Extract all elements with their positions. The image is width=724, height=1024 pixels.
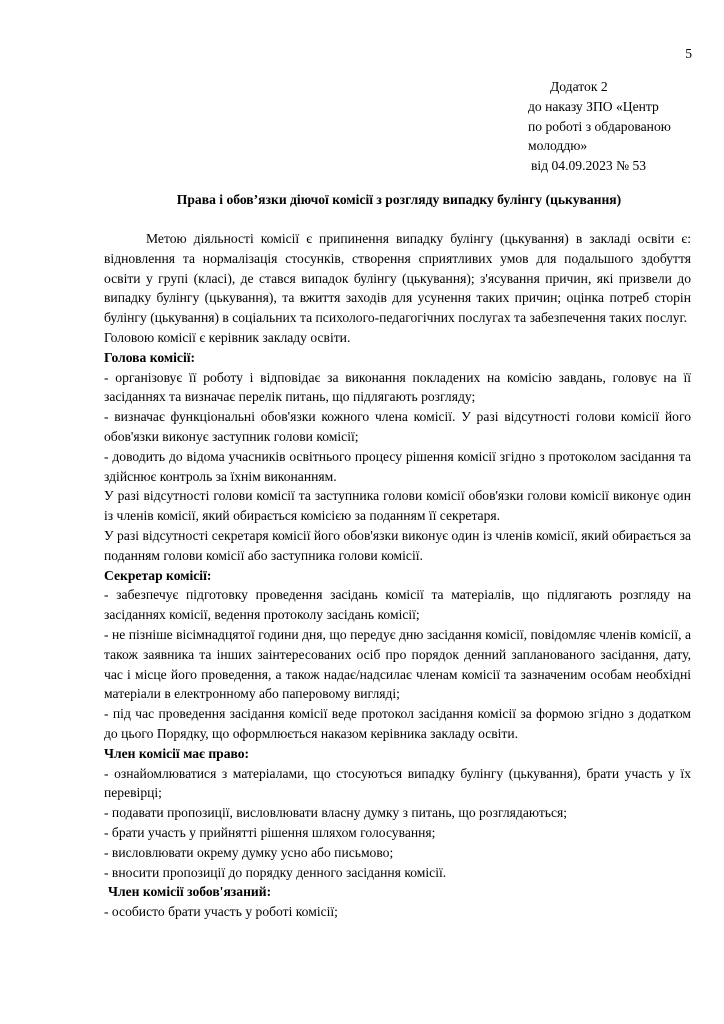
section-heading-head: Голова комісії: — [104, 349, 196, 365]
section-heading-member-rights: Член комісії має право: — [104, 745, 250, 761]
list-item: - під час проведення засідання комісії веде протокол засідання комісії за формою згідно з додатком до цього Порядку, що оформлюється наказом керівника закладу освіти. — [104, 706, 691, 741]
annex-block — [528, 77, 718, 176]
list-item: - подавати пропозиції, висловлювати власну думку з питань, що розглядаються; — [104, 805, 568, 821]
annex-line: до наказу ЗПО «Центр — [528, 98, 659, 114]
list-item: - доводить до відома учасників освітнього процесу рішення комісії згідно з протоколом засідання та здійснює контроль за їхнім виконанням. — [104, 448, 691, 484]
document-title: Права і обов’язки діючої комісії з розгляду випадку булінгу (цькування) — [176, 192, 622, 207]
list-item: - висловлювати окрему думку усно або письмово; — [104, 844, 394, 860]
list-item: - особисто брати участь у роботі комісії; — [104, 904, 338, 920]
list-item: - вносити пропозиції до порядку денного засідання комісії. — [104, 864, 447, 880]
note-paragraph: У разі відсутності голови комісії та заступника голови комісії обов'язки голови комісії виконує один із членів комісії, який обирається комісією за поданням її секретаря. — [104, 488, 691, 524]
page-number: 5 — [685, 46, 692, 61]
section-heading-member-duties: Член комісії зобов'язаний: — [108, 884, 272, 900]
list-item: - ознайомлюватися з матеріалами, що стосуються випадку булінгу (цькування), брати участь у їх перевірці; — [104, 765, 691, 801]
intro-paragraph: Метою діяльності комісії є припинення випадку булінгу (цькування) в закладі освіти є: відновлення та нормалізація стосунків, створення сприятливих умов для подальшого здобуття освіти у групі (класі), де стався випадок булінгу (цькування); з'ясування причин, які призвели до випадку булінгу (цькування), та вжиття заходів для усунення таких причин; оцінка потреб сторін булінгу (цькування) в соціальних та психолого-педагогічних послугах та забезпечення таких послуг. — [104, 231, 691, 326]
head-is-director: Головою комісії є керівник закладу освіти. — [104, 329, 351, 345]
document-body — [104, 229, 691, 922]
annex-line: молоддю» — [528, 138, 588, 154]
list-item: - визначає функціональні обов'язки кожного члена комісії. У разі відсутності голови комісії його обов'язки виконує заступник голови комісії; — [104, 409, 691, 444]
list-item: - брати участь у прийнятті рішення шляхом голосування; — [104, 824, 436, 840]
list-item: - не пізніше вісімнадцятої години дня, що передує дню засідання комісії, повідомляє членів комісії, а також заявника та інших заінтересованих осіб про порядок денний запланованого засідання, дату, час і місце його проведення, а також надає/надсилає членам комісії та зазначеним особам необхідні матеріали в електронному або паперовому вигляді; — [104, 626, 691, 702]
section-heading-secretary: Секретар комісії: — [104, 567, 212, 583]
list-item: - організовує її роботу і відповідає за виконання покладених на комісію завдань, головує на її засіданнях та визначає перелік питань, що підлягають розгляду; — [104, 369, 691, 405]
annex-line: Додаток 2 — [550, 79, 608, 94]
note-paragraph: У разі відсутності секретаря комісії його обов'язки виконує один із членів комісії, який обирається за поданням голови комісії або заступника голови комісії. — [104, 527, 691, 563]
list-item: - забезпечує підготовку проведення засідань комісії та матеріалів, що підлягають розгляду на засіданнях комісії, ведення протоколу засідань комісії; — [104, 587, 691, 623]
annex-line: від 04.09.2023 № 53 — [531, 158, 647, 174]
annex-line: по роботі з обдарованою — [528, 118, 671, 134]
